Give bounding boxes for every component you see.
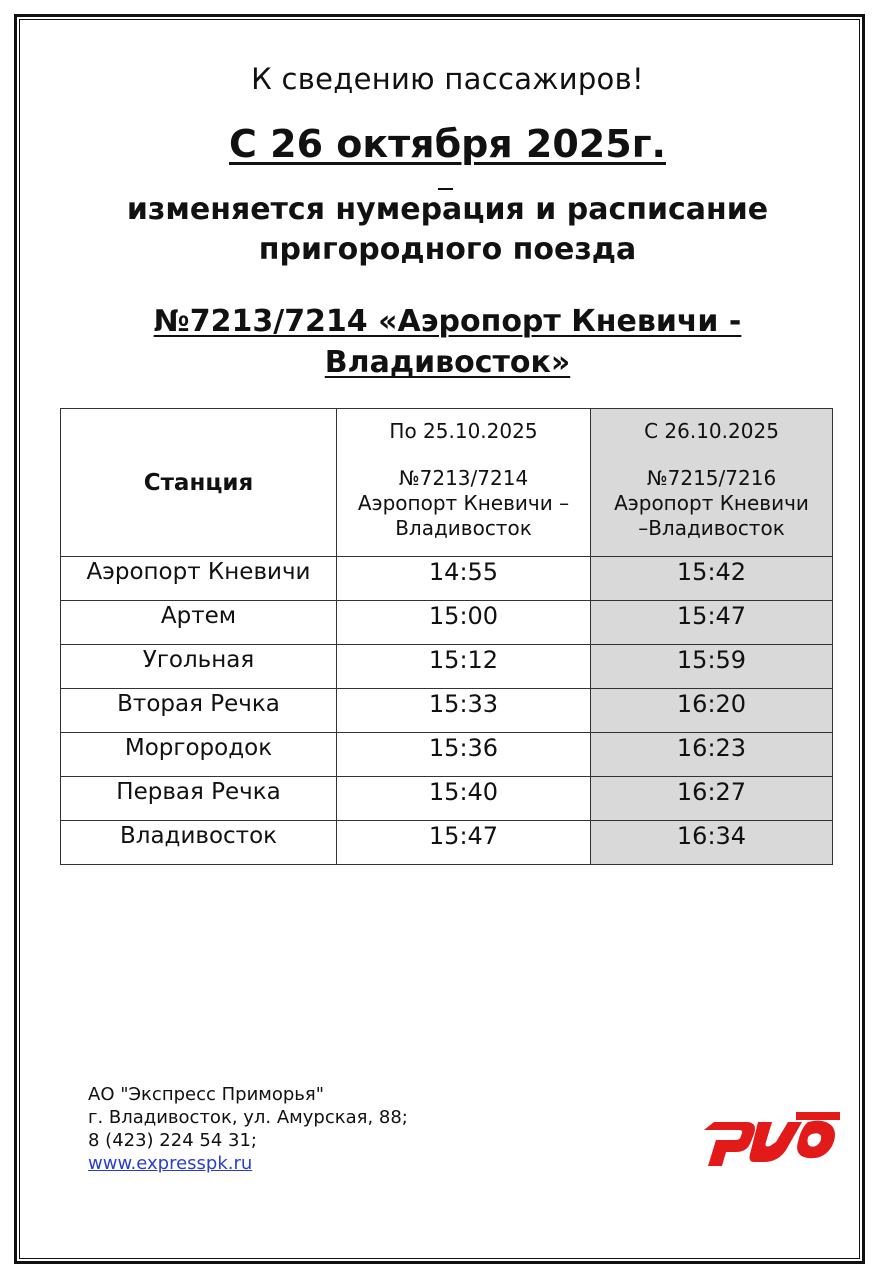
small-dash-divider: [438, 188, 453, 190]
new-schedule-header: [591, 409, 833, 557]
rzd-logo: [700, 1100, 840, 1172]
station-column-header: Станция: [61, 409, 337, 557]
notice-change-line2: пригородного поезда: [258, 232, 637, 267]
footer-phone: 8 (423) 224 54 31;: [88, 1130, 257, 1151]
new-route-line1: Аэропорт Кневичи: [614, 491, 809, 515]
station-name: Артем: [61, 601, 337, 645]
footer-website-link[interactable]: www.expresspk.ru: [88, 1153, 253, 1174]
old-route-line2: Владивосток: [395, 516, 532, 540]
notice-change-line1: изменяется нумерация и расписание: [126, 192, 769, 227]
new-train-number: №7215/7216: [646, 466, 777, 490]
old-time: 15:47: [337, 821, 591, 865]
old-route-line1: Аэропорт Кневичи –: [357, 491, 570, 515]
old-time: 15:12: [337, 645, 591, 689]
train-title-line2-text: Владивосток»: [324, 345, 571, 380]
table-row: [61, 733, 833, 777]
old-time: 14:55: [337, 557, 591, 601]
station-name: Владивосток: [61, 821, 337, 865]
old-time: 15:00: [337, 601, 591, 645]
schedule-table: [60, 408, 833, 865]
table-row: [61, 645, 833, 689]
old-time: 15:36: [337, 733, 591, 777]
notice-date-text: С 26 октября 2025г.: [229, 122, 666, 166]
new-time: 16:23: [591, 733, 833, 777]
table-header-row: [61, 409, 833, 557]
train-title-line1: [0, 304, 895, 339]
old-time: 15:40: [337, 777, 591, 821]
table-row: [61, 777, 833, 821]
table-row: [61, 601, 833, 645]
footer-address: г. Владивосток, ул. Амурская, 88;: [88, 1107, 408, 1128]
new-schedule-date: С 26.10.2025: [644, 419, 779, 443]
new-time: 15:47: [591, 601, 833, 645]
old-schedule-date: По 25.10.2025: [389, 419, 538, 443]
table-row: [61, 557, 833, 601]
station-name: Моргородок: [61, 733, 337, 777]
table-row: [61, 689, 833, 733]
footer-company: АО "Экспресс Приморья": [88, 1084, 324, 1105]
new-time: 15:42: [591, 557, 833, 601]
station-name: Вторая Речка: [61, 689, 337, 733]
table-row: [61, 821, 833, 865]
new-time: 16:27: [591, 777, 833, 821]
notice-intro: К сведению пассажиров!: [251, 62, 644, 96]
new-time: 15:59: [591, 645, 833, 689]
old-time: 15:33: [337, 689, 591, 733]
station-name: Аэропорт Кневичи: [61, 557, 337, 601]
old-schedule-header: [337, 409, 591, 557]
footer-contacts: [88, 1083, 408, 1175]
new-time: 16:34: [591, 821, 833, 865]
train-title-line2: [0, 345, 895, 380]
notice-date: [0, 122, 895, 166]
old-train-number: №7213/7214: [398, 466, 529, 490]
station-name: Угольная: [61, 645, 337, 689]
station-name: Первая Речка: [61, 777, 337, 821]
train-title-line1-text: №7213/7214 «Аэропорт Кневичи -: [153, 304, 742, 339]
new-route-line2: –Владивосток: [638, 516, 785, 540]
new-time: 16:20: [591, 689, 833, 733]
